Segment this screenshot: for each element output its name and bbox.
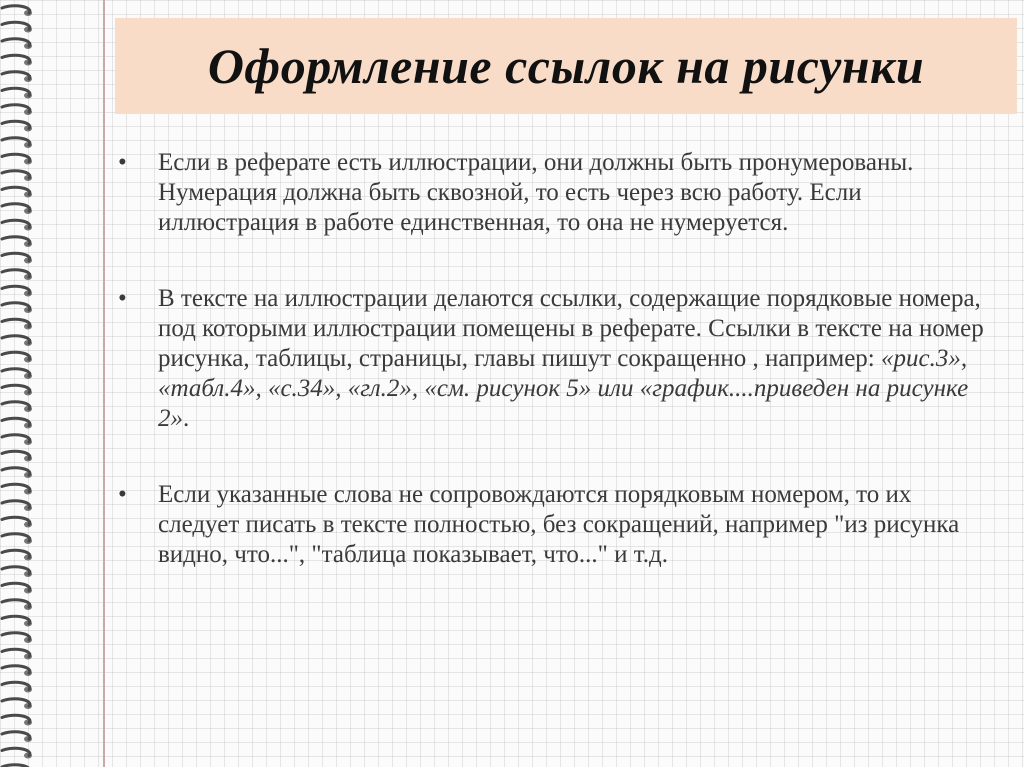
notebook-margin-line: [103, 0, 105, 767]
bullet-text: В тексте на иллюстрации делаются ссылки, содержащие порядковые номера, под которыми иллюстрации помещены в реферате. Ссылки в тексте на номер рисунка, таблицы, страницы, главы пишут сокращенно , например:: [158, 285, 984, 372]
bullet-item: [112, 480, 992, 570]
bullet-item: [112, 148, 992, 238]
bullet-examples: «рис.3», «табл.4», «с.34», «гл.2», «см. рисунок 5» или «график....приведен на рисунке 2»: [158, 345, 969, 432]
bullet-icon: •: [118, 149, 127, 176]
bullet-icon: •: [118, 481, 127, 508]
bullet-text: Если указанные слова не сопровождаются порядковым номером, то их следует писать в тексте полностью, без сокращений, например "из рисунка видно, что...", "таблица показывает, что..." и т.д.: [158, 481, 960, 568]
title-banner: [115, 18, 1017, 114]
slide-title: Оформление ссылок на рисунки: [207, 38, 925, 94]
bullet-item: [112, 284, 992, 434]
bullet-icon: •: [118, 285, 127, 312]
bullet-end: .: [183, 405, 190, 432]
spiral-binding: [0, 0, 46, 767]
bullet-list: [112, 148, 992, 570]
bullet-text: Если в реферате есть иллюстрации, они должны быть пронумерованы. Нумерация должна быть сквозной, то есть через всю работу. Если иллюстрация в работе единственная, то она не нумеруется.: [158, 149, 914, 236]
